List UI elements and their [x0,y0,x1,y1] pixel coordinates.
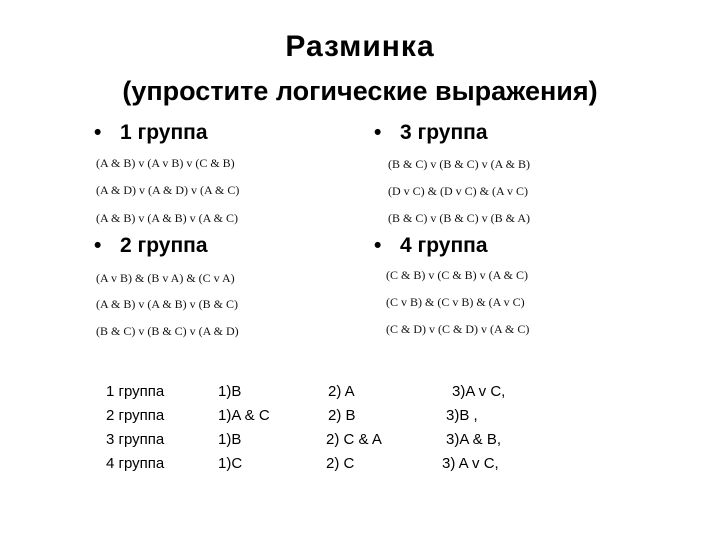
group-3-expression-1: (B & C) v (B & C) v (A & B) [388,157,531,171]
answer-1: 1)A & C [218,407,270,424]
answer-2: 2) A [328,383,355,400]
answer-3: 3)A v C, [452,383,506,400]
bullet-icon: • [374,121,382,144]
group-2-label: 2 группа [120,234,208,257]
group-4-expression-1: (C & B) v (C & B) v (A & C) [386,268,529,282]
answer-1: 1)B [218,383,242,400]
answer-group-label: 3 группа [106,431,165,448]
group-1-expression-3: (A & B) v (A & B) v (A & C) [96,211,239,225]
group-2-expression-1: (A v B) & (B v A) & (C v A) [96,271,235,285]
group-3-expression-2: (D v C) & (D v C) & (A v C) [388,184,528,198]
bullet-icon: • [94,234,102,257]
answer-group-label: 1 группа [106,383,165,400]
answer-1: 1)B [218,431,242,448]
answer-2: 2) C & A [326,431,382,448]
group-4-expression-2: (C v B) & (C v B) & (A v C) [386,295,525,309]
answer-2: 2) C [326,455,355,472]
answer-3: 3)A & B, [446,431,502,448]
group-1-label: 1 группа [120,121,208,144]
slide-subtitle: (упростите логические выражения) [122,76,598,106]
group-4-heading [374,234,488,258]
answer-3: 3) A v C, [442,455,499,472]
group-3-label: 3 группа [400,121,488,144]
group-4-expression-3: (C & D) v (C & D) v (A & C) [386,322,530,336]
group-1-expression-1: (A & B) v (A v B) v (C & B) [96,156,235,170]
answer-2: 2) B [328,407,356,424]
group-2-expression-2: (A & B) v (A & B) v (B & C) [96,297,239,311]
slide-title: Разминка [285,30,435,63]
bullet-icon: • [94,121,102,144]
group-3-heading [374,121,488,145]
group-2-heading [94,234,208,258]
group-1-expression-2: (A & D) v (A & D) v (A & C) [96,183,240,197]
answer-group-label: 2 группа [106,407,165,424]
group-3-expression-3: (B & C) v (B & C) v (B & A) [388,211,531,225]
answer-1: 1)C [218,455,243,472]
answer-group-label: 4 группа [106,455,165,472]
answer-3: 3)B , [446,407,478,424]
group-4-label: 4 группа [400,234,488,257]
bullet-icon: • [374,234,382,257]
group-2-expression-3: (B & C) v (B & C) v (A & D) [96,324,239,338]
group-1-heading [94,121,208,145]
